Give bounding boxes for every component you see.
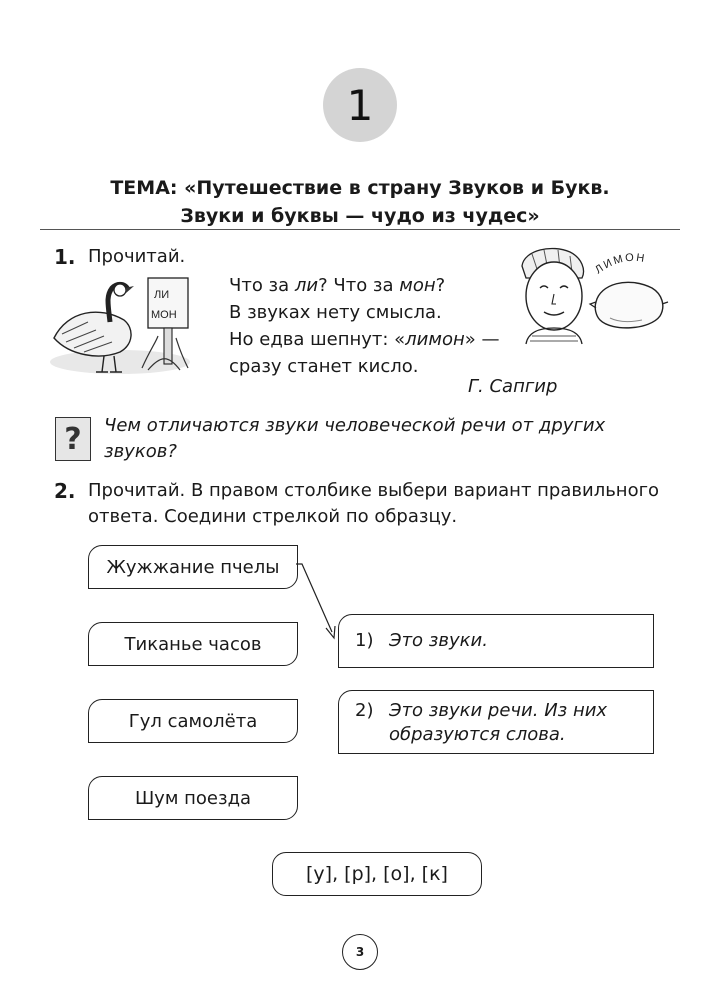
divider bbox=[40, 229, 680, 230]
topic-line-1: ТЕМА: «Путешествие в страну Звуков и Букв. bbox=[110, 177, 610, 199]
task2-instruction: Прочитай. В правом столбике выбери вариант правильного ответа. Соедини стрелкой по образцу. bbox=[88, 480, 660, 527]
answer-box-1[interactable]: 1) Это звуки. bbox=[338, 614, 654, 668]
sound-option-box[interactable]: Гул самолёта bbox=[88, 699, 298, 743]
boy-lemon-illustration bbox=[512, 244, 672, 348]
poem-author: Г. Сапгир bbox=[468, 376, 558, 397]
task1-number: 1. bbox=[54, 245, 76, 269]
lesson-number: 1 bbox=[323, 68, 397, 142]
topic-line-2: Звуки и буквы — чудо из чудес» bbox=[180, 205, 540, 227]
poem-line-3: Но едва шепнут: «лимон» — bbox=[229, 329, 500, 350]
sign-top-label: ЛИ bbox=[154, 289, 170, 301]
poem-line-4: сразу станет кисло. bbox=[229, 356, 419, 377]
goose-illustration bbox=[48, 276, 200, 378]
sound-option-box[interactable]: Жужжание пчелы bbox=[88, 545, 298, 589]
poem-line-1: Что за ли? Что за мон? bbox=[229, 275, 446, 296]
answer-box-2[interactable]: 2) Это звуки речи. Из них образуются слова. bbox=[338, 690, 654, 754]
sound-option-box[interactable]: Тиканье часов bbox=[88, 622, 298, 666]
sample-arrow bbox=[294, 560, 344, 646]
svg-text:ЛИМОН bbox=[593, 252, 647, 277]
poem bbox=[229, 272, 499, 380]
task2-number: 2. bbox=[54, 479, 76, 503]
poem-line-2: В звуках нету смысла. bbox=[229, 302, 442, 323]
page-number: 3 bbox=[342, 934, 378, 970]
topic-title bbox=[40, 174, 680, 230]
sound-option-box[interactable]: Шум поезда bbox=[88, 776, 298, 820]
question-icon: ? bbox=[55, 417, 91, 461]
sign-bottom-label: МОН bbox=[151, 309, 177, 321]
discussion-question: Чем отличаются звуки человеческой речи от других звуков? bbox=[104, 415, 606, 462]
sounds-box: [у], [р], [о], [к] bbox=[272, 852, 482, 896]
task1-instruction: Прочитай. bbox=[88, 246, 186, 267]
lemon-label: ЛИМОН bbox=[593, 251, 648, 277]
